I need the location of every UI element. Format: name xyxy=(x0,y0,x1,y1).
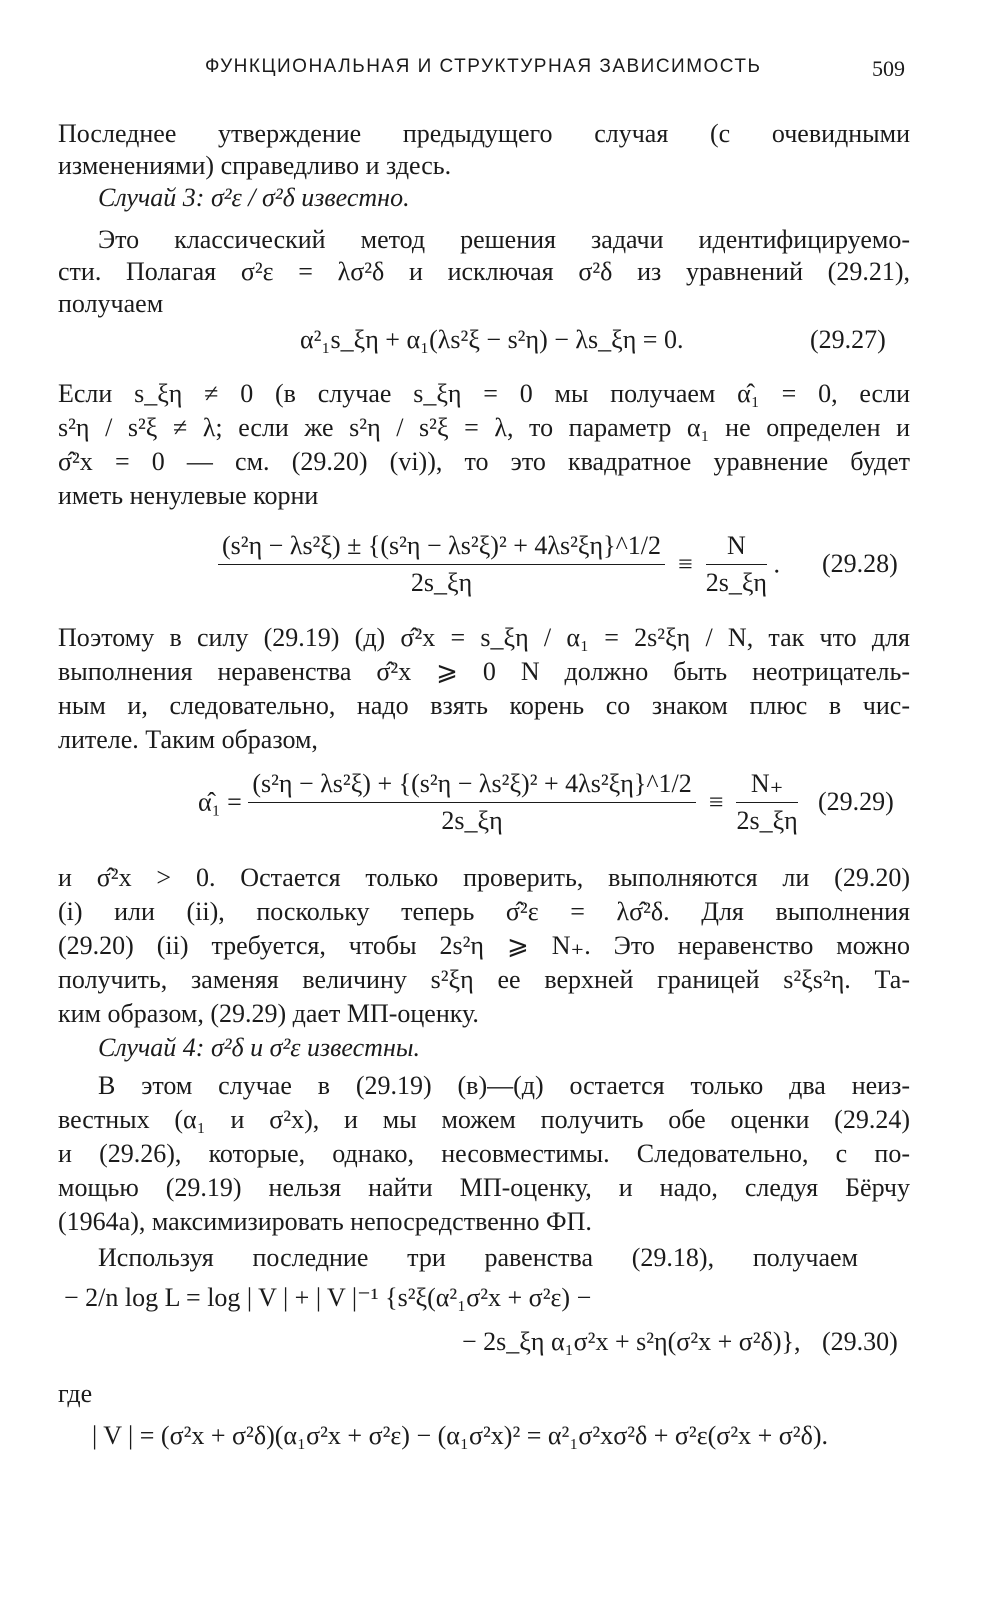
text-line: (1964а), максимизировать непосредственно ФП. xyxy=(58,1207,592,1236)
equation-29-28 xyxy=(218,530,780,599)
case-heading: Случай 3: σ²ε / σ²δ известно. xyxy=(98,183,410,212)
text-line: и σ̂²x > 0. Остается только проверить, выполняются ли (29.20) xyxy=(58,863,910,892)
equation-number: (29.27) xyxy=(810,325,886,354)
text-line: Если s_ξη ≠ 0 (в случае s_ξη = 0 мы получаем α̂₁ = 0, если xyxy=(58,379,910,408)
equation-lhs: α̂₁ = xyxy=(198,787,242,817)
text-line: (i) или (ii), поскольку теперь σ̂²ε = λσ̂²δ. Для выполнения xyxy=(58,897,910,926)
text-line: иметь ненулевые корни xyxy=(58,481,319,510)
text-line: ным и, следовательно, надо взять корень со знаком плюс в чис- xyxy=(58,691,910,720)
text-line: Последнее утверждение предыдущего случая (с очевидными xyxy=(58,119,910,148)
fraction xyxy=(248,768,695,837)
text-line: Поэтому в силу (29.19) (д) σ̂²x = s_ξη / α₁ = 2s²ξη / N, так что для xyxy=(58,623,910,652)
text-line: (29.20) (ii) требуется, чтобы 2s²η ⩾ N₊. Это неравенство можно xyxy=(58,931,910,960)
text-line: В этом случае в (29.19) (в)—(д) остается только два неиз- xyxy=(98,1071,910,1100)
equivalence-sign: ≡ xyxy=(702,787,730,817)
equation-29-30-line-1: − 2/n log L = log | V | + | V |⁻¹ {s²ξ(α²₁σ²x + σ²ε) − xyxy=(64,1283,592,1312)
denominator: 2s_ξη xyxy=(441,806,503,835)
text-line: вестных (α₁ и σ²x), и мы можем получить обе оценки (29.24) xyxy=(58,1105,910,1134)
text-line: выполнения неравенства σ̂²x ⩾ 0 N должно быть неотрицатель- xyxy=(58,657,910,686)
fraction xyxy=(706,530,767,599)
numerator: (s²η − λs²ξ) + {(s²η − λs²ξ)² + 4λs²ξη}^1/2 xyxy=(248,768,695,803)
equation-number: (29.30) xyxy=(822,1327,898,1356)
equivalence-sign: ≡ xyxy=(671,549,700,579)
text-line: сти. Полагая σ²ε = λσ²δ и исключая σ²δ из уравнений (29.21), xyxy=(58,257,910,286)
equation-number: (29.28) xyxy=(822,549,898,578)
equation-determinant-v: | V | = (σ²x + σ²δ)(α₁σ²x + σ²ε) − (α₁σ²x)² = α²₁σ²xσ²δ + σ²ε(σ²x + σ²δ). xyxy=(92,1421,828,1450)
equation-29-27: α²₁s_ξη + α₁(λs²ξ − s²η) − λs_ξη = 0. xyxy=(300,325,684,354)
denominator: 2s_ξη xyxy=(705,568,768,597)
text-line: изменениями) справедливо и здесь. xyxy=(58,151,452,180)
text-line: и (29.26), которые, однако, несовместимы. Следовательно, с по- xyxy=(58,1139,910,1168)
text-line: мощью (29.19) нельзя найти МП-оценку, и надо, следуя Бёрчу xyxy=(58,1173,910,1202)
text-line: σ̂²x = 0 — см. (29.20) (vi)), то это квадратное уравнение будет xyxy=(58,447,910,476)
text-line: ким образом, (29.29) дает МП-оценку. xyxy=(58,999,479,1028)
equation-number: (29.29) xyxy=(818,787,894,816)
equation-29-29 xyxy=(198,768,798,837)
text-line: s²η / s²ξ ≠ λ; если же s²η / s²ξ = λ, то параметр α₁ не определен и xyxy=(58,413,910,442)
period: . xyxy=(773,549,781,579)
numerator: N₊ xyxy=(736,768,797,803)
page-number: 509 xyxy=(872,56,905,81)
text-line: лителе. Таким образом, xyxy=(58,725,318,754)
text-line: где xyxy=(58,1379,93,1408)
denominator: 2s_ξη xyxy=(410,568,473,597)
text-line: Это классический метод решения задачи идентифицируемо- xyxy=(98,225,910,254)
equation-29-30-line-2: − 2s_ξη α₁σ²x + s²η(σ²x + σ²δ)}, xyxy=(462,1327,801,1356)
running-title: ФУНКЦИОНАЛЬНАЯ И СТРУКТУРНАЯ ЗАВИСИМОСТЬ xyxy=(205,56,762,77)
case-heading: Случай 4: σ²δ и σ²ε известны. xyxy=(98,1033,420,1062)
denominator: 2s_ξη xyxy=(736,806,798,835)
text-line: получаем xyxy=(58,289,164,318)
numerator: N xyxy=(706,530,767,565)
numerator: (s²η − λs²ξ) ± {(s²η − λs²ξ)² + 4λs²ξη}^1/2 xyxy=(218,530,665,565)
fraction xyxy=(218,530,665,599)
text-line: Используя последние три равенства (29.18), получаем xyxy=(98,1243,858,1272)
text-line: получить, заменяя величину s²ξη ее верхней границей s²ξs²η. Та- xyxy=(58,965,910,994)
fraction xyxy=(736,768,797,837)
